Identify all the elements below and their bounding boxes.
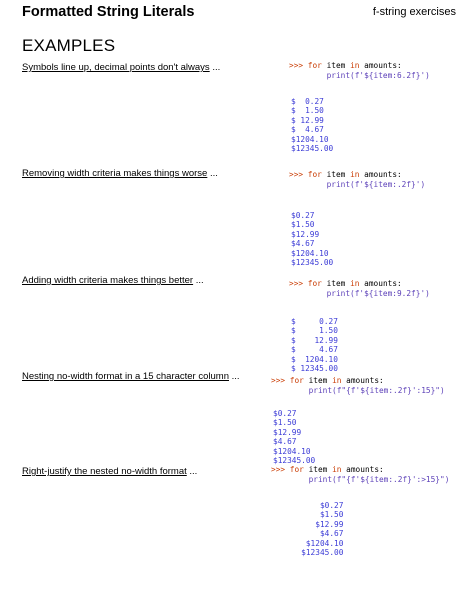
iterable: amounts: <box>364 279 402 288</box>
print-statement: print(f'${item:9.2f}') <box>326 288 430 298</box>
loop-var: item <box>308 376 328 385</box>
in-keyword: in <box>350 279 360 288</box>
print-statement: print(f"{f'${item:.2f}':15}") <box>308 385 445 395</box>
example-3-output: $ 0.27 $ 1.50 $ 12.99 $ 4.67 $ 1204.10 $ 12345.00 <box>291 317 338 374</box>
example-3-label <box>22 275 204 286</box>
loop-var: item <box>308 465 328 474</box>
example-5-ellipsis: ... <box>186 466 198 477</box>
loop-var: item <box>326 170 346 179</box>
in-keyword: in <box>332 465 342 474</box>
prompt: >>> <box>289 279 304 288</box>
iterable: amounts: <box>364 170 402 179</box>
example-1-output: $ 0.27 $ 1.50 $ 12.99 $ 4.67 $1204.10 $12345.00 <box>291 97 334 154</box>
example-1-code <box>289 61 430 81</box>
example-1-label <box>22 62 220 73</box>
iterable: amounts: <box>346 465 384 474</box>
page-title: Formatted String Literals <box>22 4 195 20</box>
in-keyword: in <box>350 170 360 179</box>
prompt: >>> <box>289 61 304 70</box>
example-2-output: $0.27 $1.50 $12.99 $4.67 $1204.10 $12345.00 <box>291 211 334 268</box>
print-statement: print(f'${item:6.2f}') <box>326 70 430 80</box>
example-5-output: $0.27 $1.50 $12.99 $4.67 $1204.10 $12345.00 <box>301 501 344 558</box>
section-heading: EXAMPLES <box>22 36 116 55</box>
example-3-label-text: Adding width criteria makes things better <box>22 275 194 286</box>
example-2-ellipsis: ... <box>207 168 218 179</box>
page-subtitle: f-string exercises <box>372 6 456 18</box>
example-4-label-text: Nesting no-width format in a 15 character column <box>22 371 229 382</box>
for-keyword: for <box>289 376 304 385</box>
example-5-code <box>271 465 449 485</box>
loop-var: item <box>326 279 346 288</box>
example-5-label <box>22 466 197 477</box>
for-keyword: for <box>289 465 304 474</box>
example-1-label-text: Symbols line up, decimal points don't always <box>22 62 210 73</box>
example-4-code <box>271 376 445 396</box>
for-keyword: for <box>307 279 322 288</box>
for-keyword: for <box>307 170 322 179</box>
example-4-ellipsis: ... <box>229 371 240 382</box>
example-1-ellipsis: ... <box>209 62 221 73</box>
for-keyword: for <box>307 61 322 70</box>
example-2-label-text: Removing width criteria makes things worse <box>22 168 208 179</box>
loop-var: item <box>326 61 346 70</box>
prompt: >>> <box>271 376 286 385</box>
prompt: >>> <box>271 465 286 474</box>
example-5-label-text: Right-justify the nested no-width format <box>22 466 187 477</box>
in-keyword: in <box>350 61 360 70</box>
example-3-ellipsis: ... <box>193 275 204 286</box>
example-4-output: $0.27 $1.50 $12.99 $4.67 $1204.10 $12345.00 <box>273 409 316 466</box>
in-keyword: in <box>332 376 342 385</box>
print-statement: print(f'${item:.2f}') <box>326 179 426 189</box>
example-4-label <box>22 371 240 382</box>
iterable: amounts: <box>364 61 402 70</box>
iterable: amounts: <box>346 376 384 385</box>
example-2-code <box>289 170 425 190</box>
prompt: >>> <box>289 170 304 179</box>
print-statement: print(f"{f'${item:.2f}':>15}") <box>308 474 450 484</box>
example-3-code <box>289 279 430 299</box>
example-2-label <box>22 168 218 179</box>
